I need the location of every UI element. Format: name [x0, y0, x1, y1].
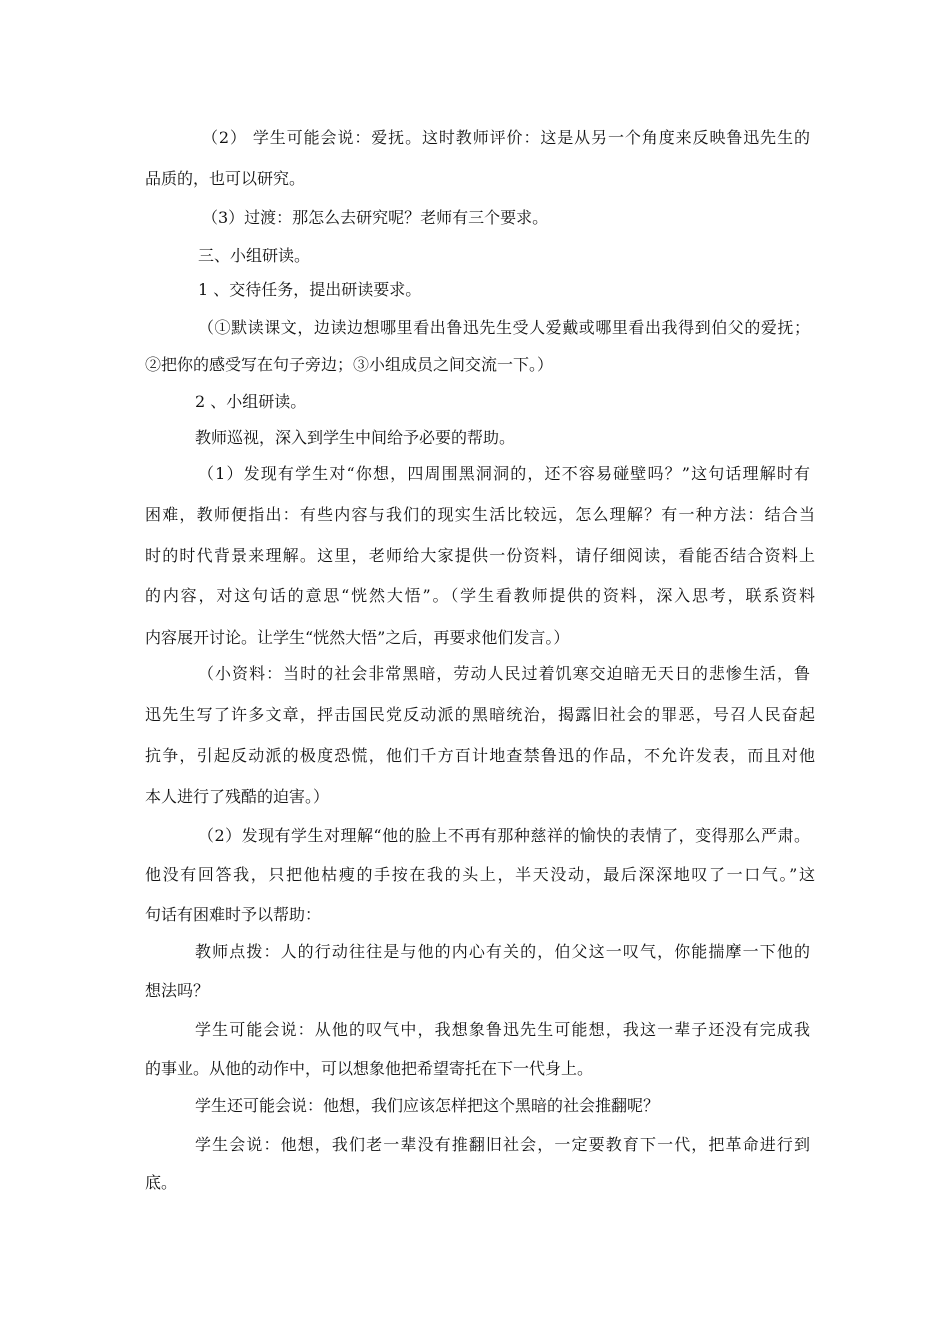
paragraph-line: （1）发现有学生对“你想，四周围黑洞洞的，还不容易碰壁吗？”这句话理解时有	[198, 464, 810, 483]
paragraph-line: 教师点拨：人的行动往往是与他的内心有关的，伯父这一叹气，你能揣摩一下他的	[195, 942, 810, 961]
paragraph-line: 迅先生写了许多文章，抨击国民党反动派的黑暗统治，揭露旧社会的罪恶，号召人民奋起	[145, 705, 815, 724]
paragraph-line: 学生还可能会说：他想，我们应该怎样把这个黑暗的社会推翻呢？	[195, 1096, 660, 1115]
paragraph-line: 的事业。从他的动作中，可以想象他把希望寄托在下一代身上。	[145, 1059, 594, 1078]
paragraph-line: 1 、交待任务，提出研读要求。	[198, 280, 422, 299]
paragraph-line: 学生会说：他想，我们老一辈没有推翻旧社会，一定要教育下一代，把革命进行到	[195, 1135, 810, 1154]
paragraph-line: 想法吗？	[145, 981, 210, 1000]
paragraph-line: 的内容，对这句话的意思“恍然大悟”。（学生看教师提供的资料，深入思考，联系资料	[145, 586, 815, 605]
section-heading: 三、小组研读。	[198, 246, 311, 265]
paragraph-line: 他没有回答我，只把他枯瘦的手按在我的头上，半天没动，最后深深地叹了一口气。”这	[145, 865, 815, 884]
paragraph-line: 本人进行了残酷的迫害。）	[145, 787, 330, 806]
paragraph-line: （①默读课文，边读边想哪里看出鲁迅先生受人爱戴或哪里看出我得到伯父的爱抚；	[198, 318, 810, 337]
paragraph-line: （3）过渡：那怎么去研究呢？老师有三个要求。	[202, 208, 549, 227]
paragraph-line: 学生可能会说：从他的叹气中，我想象鲁迅先生可能想，我这一辈子还没有完成我	[195, 1020, 810, 1039]
paragraph-line: （小资料：当时的社会非常黑暗，劳动人民过着饥寒交迫暗无天日的悲惨生活，鲁	[198, 664, 810, 683]
paragraph-line: 品质的，也可以研究。	[145, 169, 306, 188]
paragraph-line: 时的时代背景来理解。这里，老师给大家提供一份资料，请仔细阅读，看能否结合资料上	[145, 546, 815, 565]
paragraph-line: （2） 学生可能会说：爱抚。这时教师评价：这是从另一个角度来反映鲁迅先生的	[202, 128, 810, 147]
paragraph-line: 困难，教师便指出：有些内容与我们的现实生活比较远，怎么理解？有一种方法：结合当	[145, 505, 815, 524]
paragraph-line: （2）发现有学生对理解“他的脸上不再有那种慈祥的愉快的表情了，变得那么严肃。	[198, 826, 810, 845]
paragraph-line: 抗争，引起反动派的极度恐慌，他们千方百计地查禁鲁迅的作品，不允许发表，而且对他	[145, 746, 815, 765]
paragraph-line: 教师巡视，深入到学生中间给予必要的帮助。	[195, 428, 516, 447]
paragraph-line: 底。	[145, 1173, 178, 1192]
paragraph-line: ②把你的感受写在句子旁边；③小组成员之间交流一下。）	[145, 355, 554, 374]
paragraph-line: 句话有困难时予以帮助：	[145, 905, 322, 924]
paragraph-line: 内容展开讨论。让学生“恍然大悟”之后，再要求他们发言。）	[145, 628, 570, 647]
paragraph-line: 2 、小组研读。	[195, 392, 307, 411]
